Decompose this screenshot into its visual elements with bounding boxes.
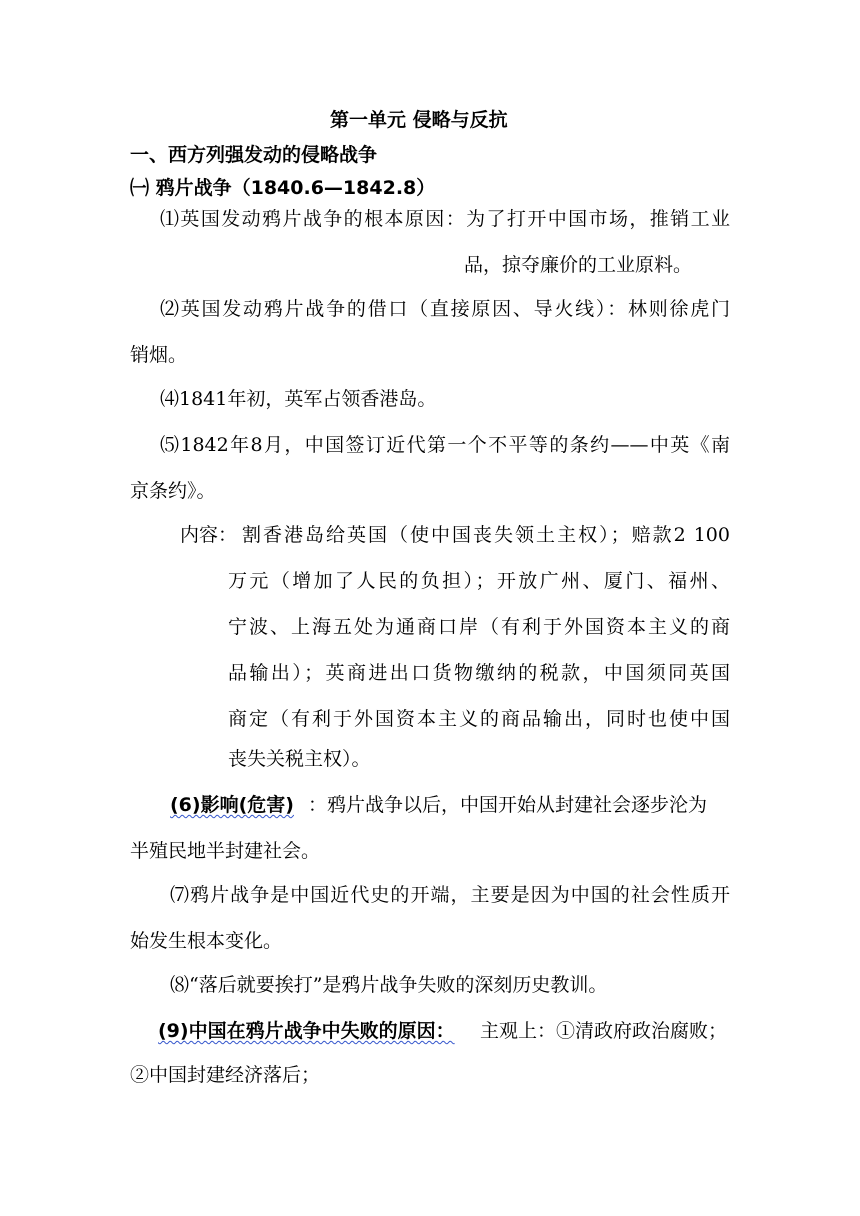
item-5-line-2: 京条约》。 xyxy=(130,480,216,502)
content-line-6: 丧失关税主权）。 xyxy=(228,748,371,770)
content-line-4: 品输出）；英商进出口货物缴纳的税款，中国须同英国 xyxy=(228,662,730,684)
item-9-line-2: ②中国封建经济落后； xyxy=(130,1064,321,1086)
item-2-line-2: 销烟。 xyxy=(130,344,188,366)
item-6-label: (6)影响(危害) xyxy=(170,794,294,816)
item-1-line-1: ⑴英国发动鸦片战争的根本原因：为了打开中国市场，推销工业 xyxy=(160,208,730,230)
item-6-line-2: 半殖民地半封建社会。 xyxy=(130,840,321,862)
content-line-1: 割香港岛给英国（使中国丧失领土主权）；赔款2 100 xyxy=(242,524,730,546)
item-7-line-1: ⑺鸦片战争是中国近代史的开端，主要是因为中国的社会性质开 xyxy=(170,884,730,906)
content-line-2: 万元（增加了人民的负担）；开放广州、厦门、福州、 xyxy=(228,570,730,592)
item-1-line-2: 品，掠夺廉价的工业原料。 xyxy=(464,254,693,276)
item-2-line-1: ⑵英国发动鸦片战争的借口（直接原因、导火线）：林则徐虎门 xyxy=(160,298,730,320)
page-title: 第一单元 侵略与反抗 xyxy=(330,109,508,131)
item-9-line-1: 主观上：①清政府政治腐败； xyxy=(480,1020,728,1042)
section-heading: 一、西方列强发动的侵略战争 xyxy=(130,144,378,166)
item-5-line-1: ⑸1842年8月，中国签订近代第一个不平等的条约——中英《南 xyxy=(160,434,730,456)
content-line-5: 商定（有利于外国资本主义的商品输出，同时也使中国 xyxy=(228,708,730,730)
subsection-heading: ㈠ 鸦片战争（1840.6—1842.8） xyxy=(130,177,436,199)
item-8: ⑻“落后就要挨打”是鸦片战争失败的深刻历史教训。 xyxy=(170,974,608,996)
item-6-line-1: ：鸦片战争以后，中国开始从封建社会逐步沦为 xyxy=(308,794,708,816)
content-label: 内容： xyxy=(180,524,238,546)
content-line-3: 宁波、上海五处为通商口岸（有利于外国资本主义的商 xyxy=(228,616,730,638)
item-4: ⑷1841年初，英军占领香港岛。 xyxy=(160,388,437,410)
item-9-label: (9)中国在鸦片战争中失败的原因： xyxy=(158,1020,455,1042)
item-7-line-2: 始发生根本变化。 xyxy=(130,930,283,952)
